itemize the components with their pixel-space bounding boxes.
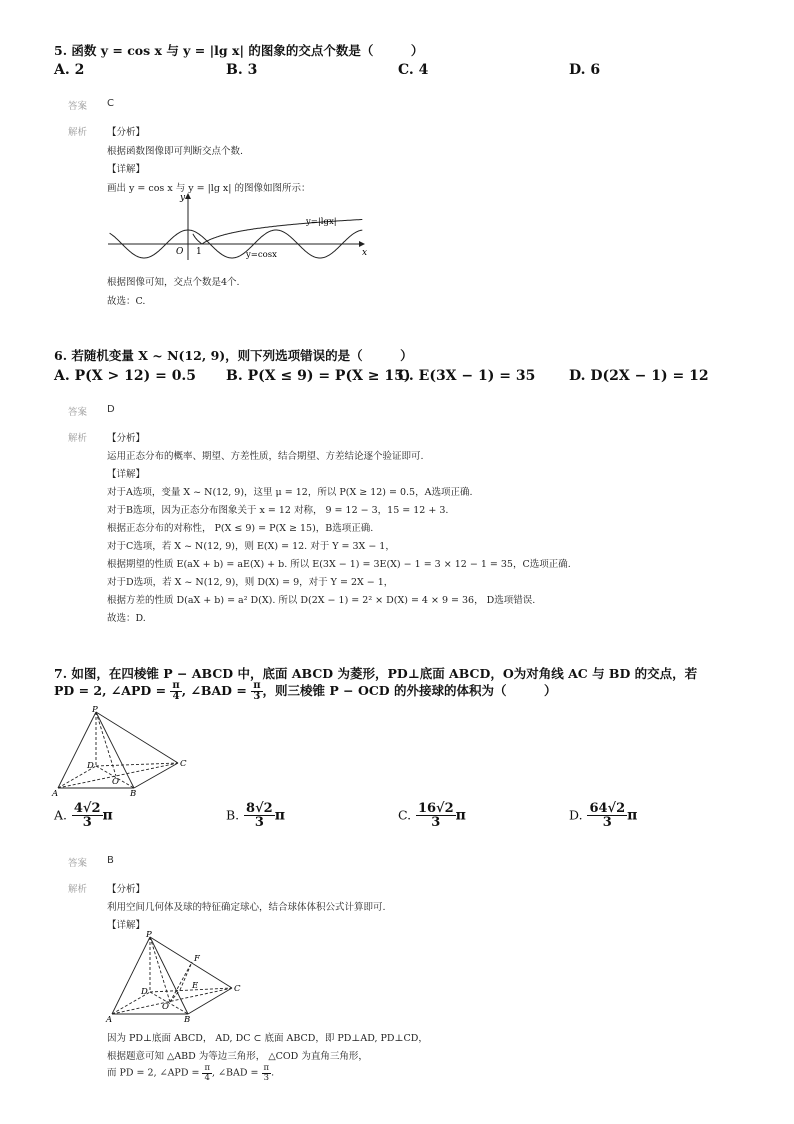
vertex-p: P [92, 705, 98, 715]
frac-numerator: π [172, 680, 180, 691]
q7-line-5-mid: , ∠BAD = [212, 1067, 262, 1079]
q7-stem-bad: , ∠BAD = [181, 683, 252, 698]
edge-bc [188, 988, 232, 1014]
vertex-b: B [184, 1015, 191, 1025]
q6-line-0: 【分析】 [107, 433, 146, 444]
q6-line-2: 【详解】 [107, 469, 146, 480]
q6-option-d: D. D(2X − 1) = 12 [569, 368, 709, 384]
q5-option-a: A. 2 [54, 62, 85, 78]
one-label: 1 [196, 247, 202, 257]
x-axis-label: x [362, 248, 368, 258]
vertex-o: O [112, 777, 119, 787]
option-pi: π [102, 807, 113, 824]
q5-line-5: 故选：C. [107, 296, 146, 307]
frac-numerator: π [204, 1063, 211, 1073]
q7-stem-tail: ，则三棱锥 P − OCD 的外接球的体积为（ ） [262, 683, 557, 698]
q7-option-b [226, 802, 285, 829]
edge-of [170, 962, 192, 1002]
frac-denominator: 3 [253, 691, 261, 702]
frac-denominator: 3 [82, 815, 92, 830]
vertex-f: F [194, 954, 200, 964]
q7-option-a [54, 802, 113, 829]
vertex-o: O [162, 1002, 169, 1012]
q7-line-5 [107, 1064, 274, 1082]
q6-stem: 6. 若随机变量 X ~ N(12, 9)，则下列选项错误的是（ ） [54, 348, 413, 363]
edge-ef [180, 962, 192, 990]
frac-denominator: 3 [602, 815, 612, 830]
option-pi: π [627, 807, 638, 824]
option-letter: A. [54, 807, 68, 823]
frac-denominator: 3 [263, 1072, 270, 1083]
frac-denominator: 4 [172, 691, 180, 702]
q5-line-3: 画出 y = cos x 与 y = |lg x| 的图像如图所示： [107, 183, 311, 194]
q5-graph [108, 190, 373, 262]
vertex-d: D [141, 987, 148, 997]
option-frac [587, 802, 627, 829]
q7-line-4: 根据题意可知 △ABD 为等边三角形， △COD 为直角三角形， [107, 1051, 368, 1062]
q7-line-5-start: 而 PD = 2, ∠APD = [107, 1067, 203, 1079]
vertex-b: B [130, 789, 137, 799]
cos-curve-label: y=cosx [246, 250, 277, 260]
q7-line-frac-apd [202, 1064, 212, 1082]
frac-numerator: 16√2 [417, 801, 454, 816]
q5-answer: C [107, 98, 114, 109]
option-pi: π [274, 807, 285, 824]
edge-oe [170, 990, 180, 1002]
frac-numerator: 64√2 [589, 801, 626, 816]
q5-line-2: 【详解】 [107, 164, 146, 175]
q7-frac-bad [251, 681, 262, 702]
q7-line-0: 【分析】 [107, 884, 146, 895]
edge-bc [134, 763, 178, 788]
q5-option-d: D. 6 [569, 62, 601, 78]
option-frac [244, 802, 275, 829]
q7-frac-apd [170, 681, 181, 702]
q6-line-7: 根据期望的性质 E(aX + b) = aE(X) + b. 所以 E(3X − 1) = 3E(X) − 1 = 3 × 12 − 1 = 35，C选项正确. [107, 559, 571, 570]
q7-option-d [569, 802, 637, 829]
q6-option-b: B. P(X ≤ 9) = P(X ≥ 15) [226, 368, 411, 384]
q7-answer-label: 答案 [68, 858, 88, 869]
option-letter: D. [569, 807, 583, 823]
q7-line-frac-bad [262, 1063, 275, 1083]
q6-line-3: 对于A选项，变量 X ~ N(12, 9)，这里 μ = 12，所以 P(X ≥ 12) = 0.5，A选项正确. [107, 487, 473, 498]
q6-line-10: 故选：D. [107, 613, 146, 624]
vertex-p: P [146, 930, 152, 940]
q7-analysis-label: 解析 [68, 884, 88, 895]
vertex-c: C [234, 984, 241, 994]
q6-line-1: 运用正态分布的概率、期望、方差性质，结合期望、方差结论逐个验证即可. [107, 451, 424, 462]
q7-option-c [398, 802, 466, 829]
vertex-c: C [180, 759, 187, 769]
y-axis-label: y [180, 193, 186, 203]
q7-stem-pd: PD = 2, ∠APD = [54, 683, 171, 698]
option-frac [416, 802, 456, 829]
q5-line-0: 【分析】 [107, 127, 146, 138]
q6-line-9: 根据方差的性质 D(aX + b) = a² D(X). 所以 D(2X − 1) = 2² × D(X) = 4 × 9 = 36， D选项错误. [107, 595, 536, 606]
q6-answer-label: 答案 [68, 407, 88, 418]
q6-line-8: 对于D选项，若 X ~ N(12, 9)，则 D(X) = 9，对于 Y = 2X − 1， [107, 577, 394, 588]
q6-answer: D [107, 404, 115, 415]
q5-stem: 5. 函数 y = cos x 与 y = |lg x| 的图象的交点个数是（ ） [54, 43, 424, 58]
q7-figure-1 [52, 705, 192, 799]
q6-option-a: A. P(X > 12) = 0.5 [54, 368, 197, 384]
q7-answer: B [107, 855, 114, 866]
q7-line-1: 利用空间几何体及球的特征确定球心，结合球体体积公式计算即可. [107, 902, 386, 913]
edge-ac [112, 988, 232, 1014]
q7-line-2: 【详解】 [107, 920, 146, 931]
vertex-e: E [192, 981, 199, 991]
frac-denominator: 3 [431, 815, 441, 830]
option-letter: C. [398, 807, 412, 823]
vertex-a: A [106, 1015, 113, 1025]
edge-pa [112, 937, 150, 1014]
frac-numerator: 8√2 [246, 801, 273, 816]
option-frac [72, 802, 103, 829]
origin-label: O [176, 247, 184, 257]
lg-curve [193, 220, 362, 245]
vertex-a: A [52, 789, 59, 799]
q6-line-4: 对于B选项，因为正态分布图象关于 x = 12 对称， 9 = 12 − 3，15 = 12 + 3. [107, 505, 449, 516]
edge-dc [150, 988, 232, 992]
frac-denominator: 4 [204, 1072, 210, 1083]
q5-option-c: C. 4 [398, 62, 429, 78]
option-pi: π [455, 807, 466, 824]
lg-curve-label: y=|lgx| [306, 217, 337, 227]
frac-numerator: π [253, 680, 261, 691]
q7-stem-line1: 7. 如图，在四棱锥 P − ABCD 中，底面 ABCD 为菱形，PD⊥底面 ABCD，O为对角线 AC 与 BD 的交点，若 [54, 666, 698, 681]
q5-line-4: 根据图像可知，交点个数是4个. [107, 277, 240, 288]
q7-line-5-end: . [271, 1067, 275, 1079]
q7-stem-line2 [54, 681, 557, 702]
q7-line-3: 因为 PD⊥底面 ABCD， AD, DC ⊂ 底面 ABCD，即 PD⊥AD, PD⊥CD， [107, 1033, 428, 1044]
frac-numerator: 4√2 [73, 801, 101, 816]
q6-line-6: 对于C选项，若 X ~ N(12, 9)，则 E(X) = 12. 对于 Y = 3X − 1， [107, 541, 395, 552]
q5-analysis-label: 解析 [68, 127, 88, 138]
q5-line-1: 根据函数图像即可判断交点个数. [107, 146, 244, 157]
option-letter: B. [226, 807, 240, 823]
q6-option-c: C. E(3X − 1) = 35 [398, 368, 536, 384]
q6-analysis-label: 解析 [68, 433, 88, 444]
frac-denominator: 3 [254, 815, 264, 830]
q5-option-b: B. 3 [226, 62, 258, 78]
q6-line-5: 根据正态分布的对称性， P(X ≤ 9) = P(X ≥ 15)，B选项正确. [107, 523, 374, 534]
frac-numerator: π [263, 1063, 270, 1073]
vertex-d: D [87, 761, 94, 771]
q7-figure-2 [104, 932, 254, 1024]
q5-answer-label: 答案 [68, 101, 88, 112]
edge-po [96, 712, 116, 776]
